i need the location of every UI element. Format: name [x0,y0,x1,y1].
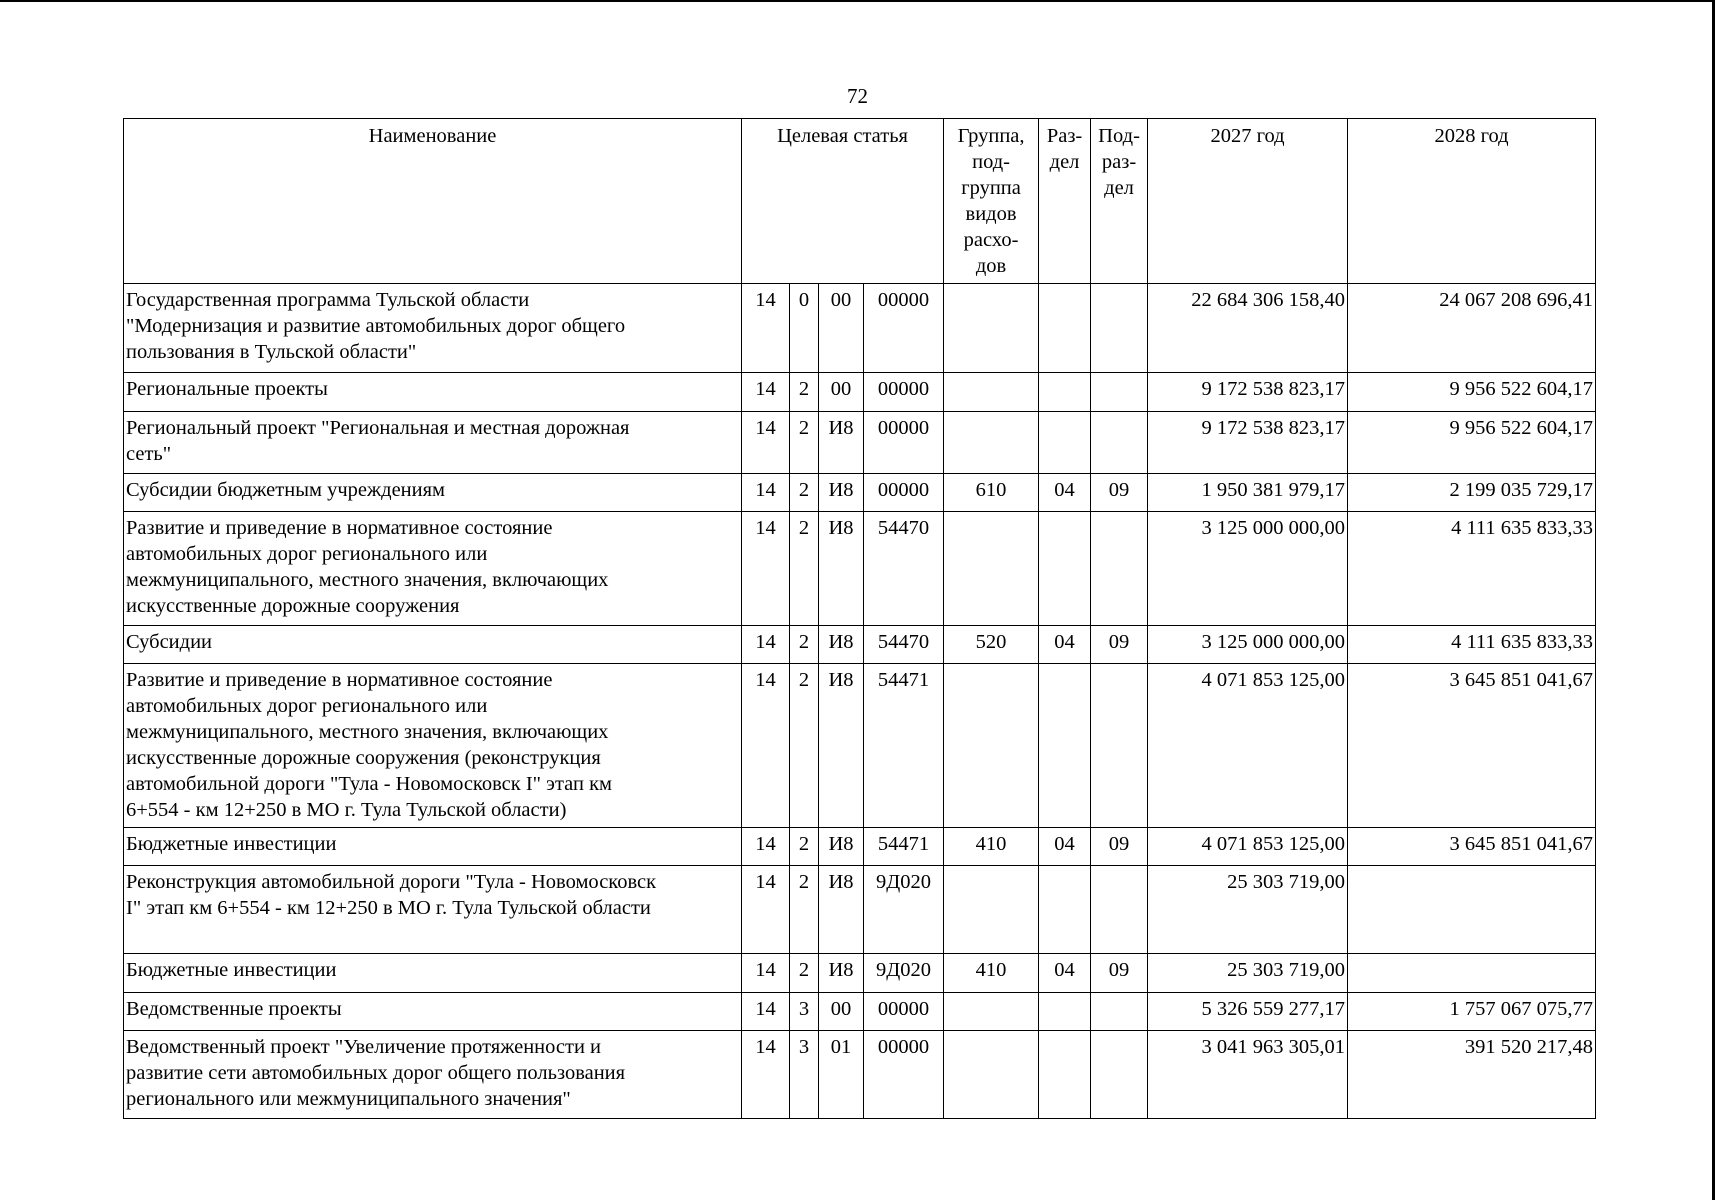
section [1039,373,1091,412]
code-subprogram: 2 [790,512,819,626]
section: 04 [1039,474,1091,512]
code-subprogram: 2 [790,866,819,954]
amount-2027: 3 125 000 000,00 [1148,512,1348,626]
expense-group [944,664,1039,828]
header-subsection: Под- раз- дел [1091,119,1148,284]
amount-2028 [1348,954,1596,993]
code-program: 14 [742,828,790,866]
subsection [1091,284,1148,373]
section: 04 [1039,828,1091,866]
code-program: 14 [742,373,790,412]
subsection [1091,1031,1148,1119]
expense-group [944,993,1039,1031]
amount-2028: 9 956 522 604,17 [1348,373,1596,412]
code-direction: 54470 [864,512,944,626]
code-program: 14 [742,954,790,993]
code-event: И8 [819,412,864,474]
expense-group: 610 [944,474,1039,512]
code-program: 14 [742,993,790,1031]
code-direction: 00000 [864,474,944,512]
table-row [124,373,1596,412]
expense-group [944,512,1039,626]
row-name: Ведомственный проект "Увеличение протяженности и развитие сети автомобильных дорог общего пользования регионального или межмуниципального значения" [124,1031,742,1119]
subsection [1091,512,1148,626]
table-row [124,1031,1596,1119]
row-name: Субсидии бюджетным учреждениям [124,474,742,512]
expense-group [944,373,1039,412]
table-row [124,993,1596,1031]
table-row [124,284,1596,373]
amount-2028: 3 645 851 041,67 [1348,664,1596,828]
subsection [1091,412,1148,474]
code-subprogram: 2 [790,664,819,828]
header-year-2028: 2028 год [1348,119,1596,284]
section: 04 [1039,954,1091,993]
code-program: 14 [742,626,790,664]
amount-2028: 391 520 217,48 [1348,1031,1596,1119]
code-event: И8 [819,512,864,626]
amount-2028: 1 757 067 075,77 [1348,993,1596,1031]
header-expense-group: Группа, под- группа видов расхо- дов [944,119,1039,284]
expense-group [944,1031,1039,1119]
section [1039,412,1091,474]
code-program: 14 [742,1031,790,1119]
code-program: 14 [742,412,790,474]
section [1039,284,1091,373]
header-year-2027: 2027 год [1148,119,1348,284]
expense-group: 410 [944,828,1039,866]
amount-2027: 9 172 538 823,17 [1148,373,1348,412]
subsection: 09 [1091,828,1148,866]
table-row [124,412,1596,474]
code-event: И8 [819,828,864,866]
table-row [124,954,1596,993]
code-subprogram: 0 [790,284,819,373]
code-direction: 00000 [864,1031,944,1119]
header-section: Раз- дел [1039,119,1091,284]
amount-2027: 4 071 853 125,00 [1148,664,1348,828]
amount-2027: 25 303 719,00 [1148,866,1348,954]
section [1039,993,1091,1031]
row-name: Развитие и приведение в нормативное состояние автомобильных дорог регионального или межмуниципального, местного значения, включающих искусственные дорожные сооружения [124,512,742,626]
header-name: Наименование [124,119,742,284]
code-subprogram: 2 [790,373,819,412]
amount-2027: 3 125 000 000,00 [1148,626,1348,664]
code-event: 00 [819,373,864,412]
section [1039,512,1091,626]
expense-group [944,412,1039,474]
amount-2028 [1348,866,1596,954]
amount-2027: 1 950 381 979,17 [1148,474,1348,512]
page-number: 72 [847,84,868,108]
subsection: 09 [1091,626,1148,664]
row-name: Развитие и приведение в нормативное состояние автомобильных дорог регионального или межмуниципального, местного значения, включающих искусственные дорожные сооружения (реконструкция автомобильной дороги "Тула - Новомосковск I" этап км 6+554 - км 12+250 в МО г. Тула Тульской области) [124,664,742,828]
code-direction: 00000 [864,412,944,474]
amount-2027: 3 041 963 305,01 [1148,1031,1348,1119]
code-program: 14 [742,866,790,954]
subsection [1091,373,1148,412]
amount-2027: 4 071 853 125,00 [1148,828,1348,866]
row-name: Региональные проекты [124,373,742,412]
subsection: 09 [1091,954,1148,993]
code-subprogram: 2 [790,412,819,474]
expense-group: 410 [944,954,1039,993]
code-event: И8 [819,474,864,512]
code-subprogram: 2 [790,828,819,866]
table-row [124,626,1596,664]
expense-group [944,284,1039,373]
code-direction: 00000 [864,993,944,1031]
table-header-row [124,119,1596,284]
row-name: Бюджетные инвестиции [124,828,742,866]
section [1039,866,1091,954]
amount-2028: 3 645 851 041,67 [1348,828,1596,866]
amount-2027: 25 303 719,00 [1148,954,1348,993]
row-name: Субсидии [124,626,742,664]
code-direction: 54470 [864,626,944,664]
code-program: 14 [742,664,790,828]
amount-2028: 9 956 522 604,17 [1348,412,1596,474]
table-row [124,512,1596,626]
code-program: 14 [742,284,790,373]
amount-2027: 22 684 306 158,40 [1148,284,1348,373]
section [1039,664,1091,828]
code-event: И8 [819,626,864,664]
code-direction: 00000 [864,284,944,373]
subsection [1091,866,1148,954]
row-name: Реконструкция автомобильной дороги "Тула - Новомосковск I" этап км 6+554 - км 12+250 в МО г. Тула Тульской области [124,866,742,954]
code-event: 01 [819,1031,864,1119]
amount-2028: 4 111 635 833,33 [1348,512,1596,626]
expense-group [944,866,1039,954]
row-name: Государственная программа Тульской области "Модернизация и развитие автомобильных дорог общего пользования в Тульской области" [124,284,742,373]
table-row [124,664,1596,828]
subsection: 09 [1091,474,1148,512]
code-subprogram: 2 [790,474,819,512]
table-row [124,828,1596,866]
code-direction: 9Д020 [864,866,944,954]
budget-table [123,118,1596,1119]
code-event: И8 [819,664,864,828]
code-direction: 00000 [864,373,944,412]
code-direction: 54471 [864,828,944,866]
amount-2027: 9 172 538 823,17 [1148,412,1348,474]
table-row [124,474,1596,512]
row-name: Бюджетные инвестиции [124,954,742,993]
amount-2027: 5 326 559 277,17 [1148,993,1348,1031]
expense-group: 520 [944,626,1039,664]
code-event: 00 [819,284,864,373]
section: 04 [1039,626,1091,664]
amount-2028: 24 067 208 696,41 [1348,284,1596,373]
amount-2028: 4 111 635 833,33 [1348,626,1596,664]
code-program: 14 [742,474,790,512]
code-program: 14 [742,512,790,626]
subsection [1091,664,1148,828]
row-name: Ведомственные проекты [124,993,742,1031]
scan-edge-top [0,0,1715,2]
code-subprogram: 2 [790,954,819,993]
code-event: 00 [819,993,864,1031]
code-subprogram: 3 [790,1031,819,1119]
header-target-article: Целевая статья [742,119,944,284]
code-subprogram: 2 [790,626,819,664]
code-subprogram: 3 [790,993,819,1031]
code-direction: 9Д020 [864,954,944,993]
row-name: Региональный проект "Региональная и местная дорожная сеть" [124,412,742,474]
table-row [124,866,1596,954]
code-direction: 54471 [864,664,944,828]
section [1039,1031,1091,1119]
subsection [1091,993,1148,1031]
code-event: И8 [819,954,864,993]
code-event: И8 [819,866,864,954]
amount-2028: 2 199 035 729,17 [1348,474,1596,512]
